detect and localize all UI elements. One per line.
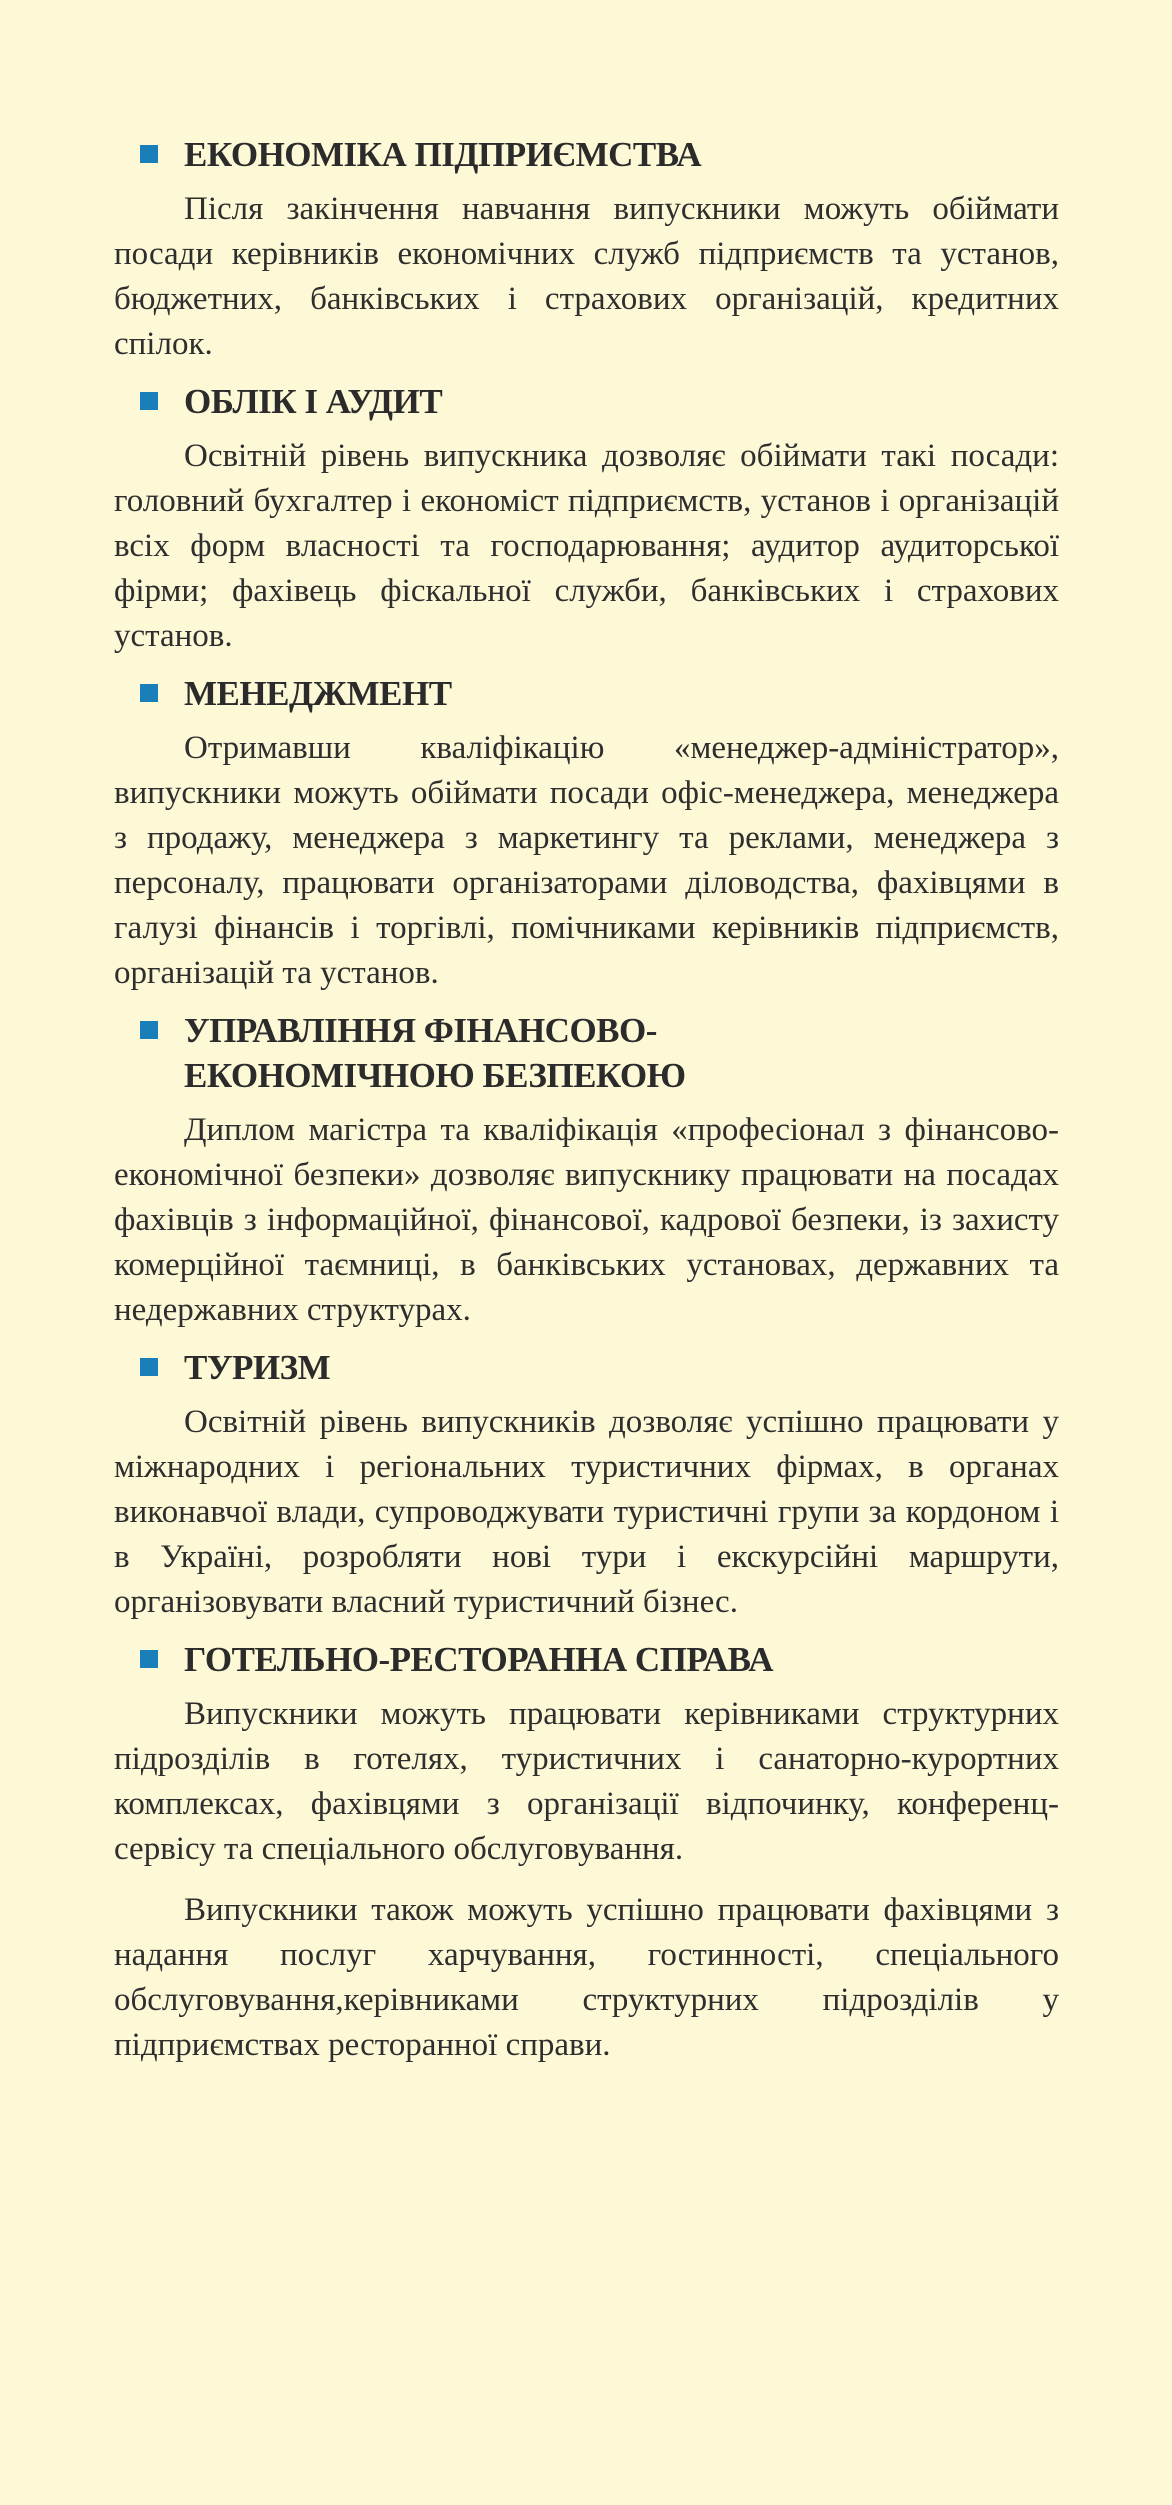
section-heading [114,1008,1059,1098]
square-bullet-icon [140,1358,158,1376]
section-heading-text: МЕНЕДЖМЕНТ [184,674,452,713]
square-bullet-icon [140,1650,158,1668]
section-heading-text: ТУРИЗМ [184,1348,331,1387]
section-heading-text: ГОТЕЛЬНО-РЕСТОРАННА СПРАВА [184,1640,774,1679]
section-paragraph: Освітній рівень випускника дозволяє обіймати такі посади: головний бухгалтер і економіст підприємств, установ і організацій всіх форм власності та господарювання; аудитор аудиторської фірми; фахівець фіскальної служби, банківських і страхових установ. [114,438,1059,654]
section-heading-text: ЕКОНОМІКА ПІДПРИЄМСТВА [184,135,702,174]
section-hotel-restaurant [114,1637,1059,2068]
document-page [114,132,1059,2068]
section-tourism [114,1345,1059,1625]
section-heading-line2: ЕКОНОМІЧНОЮ БЕЗПЕКОЮ [184,1056,686,1095]
section-paragraph: Після закінчення навчання випускники можуть обіймати посади керівників економічних служб підприємств та установ, бюджетних, банківських і страхових організацій, кредитних спілок. [114,191,1059,362]
square-bullet-icon [140,392,158,410]
section-heading [114,379,1059,424]
section-accounting-audit [114,379,1059,659]
section-management [114,671,1059,996]
section-heading [114,1637,1059,1682]
section-heading-text: ОБЛІК І АУДИТ [184,382,443,421]
section-paragraph: Випускники також можуть успішно працювати фахівцями з надання послуг харчування, гостинності, спеціального обслуговування,керівниками структурних підрозділів у підприємствах ресторанної справи. [114,1892,1059,2063]
section-heading [114,1345,1059,1390]
section-heading [114,671,1059,716]
section-financial-economic-security [114,1008,1059,1333]
square-bullet-icon [140,684,158,702]
section-paragraph: Освітній рівень випускників дозволяє успішно працювати у міжнародних і регіональних туристичних фірмах, в органах виконавчої влади, супроводжувати туристичні групи за кордоном і в Україні, розробляти нові тури і екскурсійні маршрути, організовувати власний туристичний бізнес. [114,1404,1059,1620]
section-paragraph: Отримавши кваліфікацію «менеджер-адміністратор», випускники можуть обіймати посади офіс-менеджера, менеджера з продажу, менеджера з маркетингу та реклами, менеджера з персоналу, працювати організаторами діловодства, фахівцями в галузі фінансів і торгівлі, помічниками керівників підприємств, організацій та установ. [114,730,1059,991]
square-bullet-icon [140,145,158,163]
section-heading [114,132,1059,177]
section-paragraph: Випускники можуть працювати керівниками структурних підрозділів в готелях, туристичних і санаторно-курортних комплексах, фахівцями з організації відпочинку, конференц-сервісу та спеціального обслуговування. [114,1696,1059,1867]
section-paragraph: Диплом магістра та кваліфікація «професіонал з фінансово-економічної безпеки» дозволяє випускнику працювати на посадах фахівців з інформаційної, фінансової, кадрової безпеки, із захисту комерційної таємниці, в банківських установах, державних та недержавних структурах. [114,1112,1059,1328]
square-bullet-icon [140,1021,158,1039]
section-enterprise-economics [114,132,1059,367]
section-heading-line1: УПРАВЛІННЯ ФІНАНСОВО- [184,1011,657,1050]
